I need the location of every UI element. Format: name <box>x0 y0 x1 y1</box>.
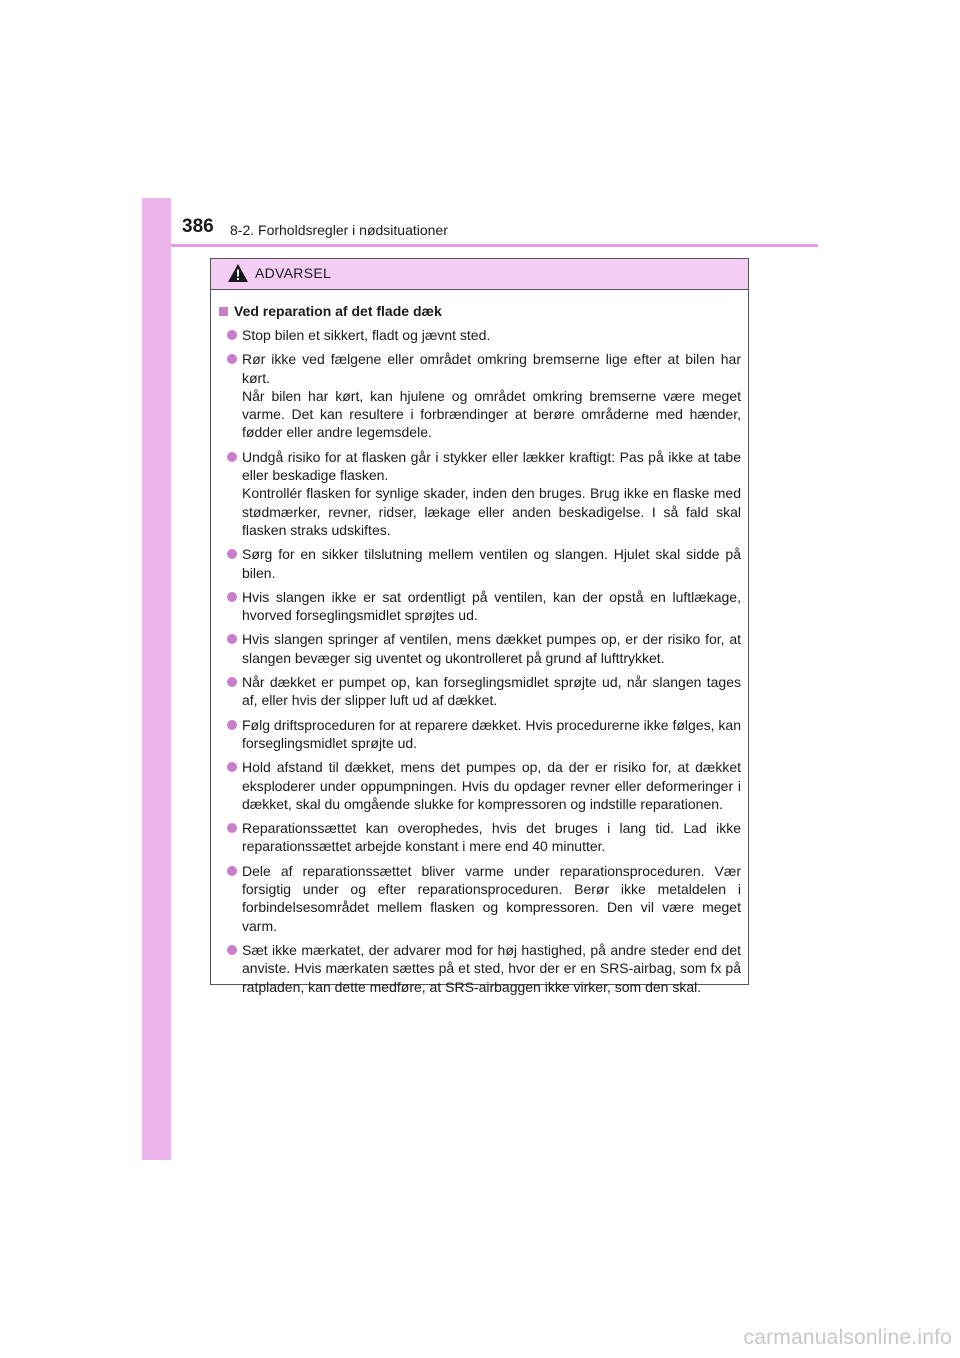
list-item <box>218 448 741 539</box>
list-item <box>218 673 741 710</box>
list-item <box>218 350 741 441</box>
list-item-text: Reparationssættet kan overophedes, hvis det bruges i lang tid. Lad ikke reparationssættet arbejde konstant i mere end 40 minutter. <box>242 820 741 855</box>
warning-triangle-icon <box>227 263 249 283</box>
bullet-icon <box>227 823 237 833</box>
list-item <box>218 758 741 813</box>
square-bullet-icon <box>219 307 228 316</box>
section-title: 8-2. Forholdsregler i nødsituationer <box>230 222 448 238</box>
bullet-icon <box>227 720 237 730</box>
bullet-icon <box>227 592 237 602</box>
list-item-text: Dele af reparationssættet bliver varme under reparationsproceduren. Vær forsigtig under og efter reparationsproceduren. Berør ikke metaldelen i forbindelsesområdet mellem flasken og kompressoren. Den vil være meget varm. <box>242 862 741 934</box>
list-item <box>218 545 741 582</box>
warning-header <box>211 259 748 290</box>
list-item-text: Rør ikke ved fælgene eller området omkring bremserne lige efter at bilen har kørt. Når bilen har kørt, kan hjulene og området omkring bremserne være meget varme. Det kan resultere i forbrændinger at berøre områderne med hænder, fødder eller andre legemsdele. <box>242 351 741 441</box>
bullet-icon <box>227 866 237 876</box>
warning-list <box>218 326 741 996</box>
warning-title: ADVARSEL <box>255 265 332 281</box>
list-item-text: Hvis slangen ikke er sat ordentligt på ventilen, kan der opstå en luftlækage, hvorved forseglingsmidlet sprøjtes ud. <box>242 588 741 624</box>
bullet-icon <box>227 354 237 364</box>
list-item-text: Stop bilen et sikkert, fladt og jævnt sted. <box>242 327 491 343</box>
list-item <box>218 630 741 667</box>
chapter-side-tab <box>142 198 171 1160</box>
bullet-icon <box>227 330 237 340</box>
bullet-icon <box>227 549 237 559</box>
header-divider <box>171 244 818 247</box>
warning-subheading-text: Ved reparation af det flade dæk <box>234 303 442 319</box>
watermark: carmanualsonline.info <box>743 1326 952 1349</box>
bullet-icon <box>227 677 237 687</box>
bullet-icon <box>227 762 237 772</box>
list-item <box>218 716 741 753</box>
list-item-text: Sæt ikke mærkatet, der advarer mod for høj hastighed, på andre steder end det anviste. Hvis mærkaten sættes på et sted, hvor der er en SRS-airbag, som fx på ratpladen, kan dette medføre, at SRS-airbaggen ikke virker, som den skal. <box>242 941 741 995</box>
warning-box <box>210 258 749 995</box>
warning-subheading <box>218 302 741 320</box>
list-item-text: Følg driftsproceduren for at reparere dækket. Hvis procedurerne ikke følges, kan forseglingsmidlet sprøjte ud. <box>242 716 741 751</box>
list-item-text: Sørg for en sikker tilslutning mellem ventilen og slangen. Hjulet skal sidde på bilen. <box>242 546 741 581</box>
list-item-text: Hold afstand til dækket, mens det pumpes op, da der er risiko for, at dækket eksploderer under oppumpningen. Hvis du opdager revner eller deformeringer i dækket, skal du omgående slukke for kompressoren og indstille reparationen. <box>242 759 741 812</box>
list-item <box>218 941 741 996</box>
list-item-text: Når dækket er pumpet op, kan forseglingsmidlet sprøjte ud, når slangen tages af, eller hvis der slipper luft ud af dækket. <box>242 674 741 709</box>
list-item <box>218 819 741 856</box>
bullet-icon <box>227 452 237 462</box>
bullet-icon <box>227 634 237 644</box>
warning-body <box>211 290 748 996</box>
page-number: 386 <box>182 216 214 237</box>
bullet-icon <box>227 945 237 955</box>
list-item <box>218 326 741 344</box>
list-item-text: Undgå risiko for at flasken går i stykker eller lækker kraftigt: Pas på ikke at tabe eller beskadige flasken. Kontrollér flasken for synlige skader, inden den bruges. Brug ikke en flaske med stødmærker, revner, ridser, lækage eller anden beskadigelse. I så fald skal flasken straks udskiftes. <box>242 448 741 538</box>
list-item-text: Hvis slangen springer af ventilen, mens dækket pumpes op, er der risiko for, at slangen bevæger sig uventet og ukontrolleret på grund af lufttrykket. <box>242 631 741 666</box>
list-item <box>218 588 741 625</box>
list-item <box>218 862 741 935</box>
